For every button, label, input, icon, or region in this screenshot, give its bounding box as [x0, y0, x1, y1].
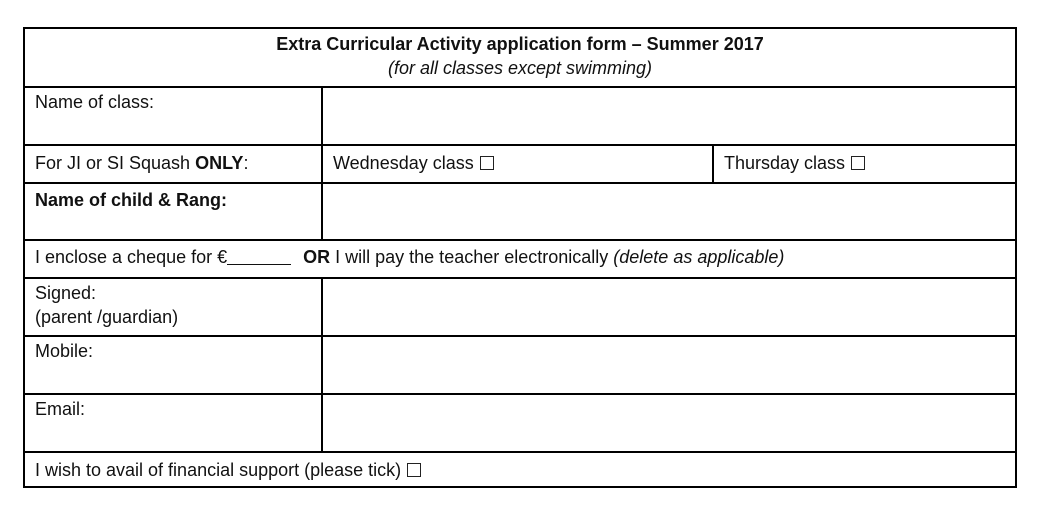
squash-label: For JI or SI Squash ONLY:	[25, 146, 323, 182]
row-squash	[25, 146, 1015, 184]
application-form	[23, 27, 1017, 488]
mobile-label: Mobile:	[25, 337, 323, 393]
row-payment	[25, 241, 1015, 279]
row-email	[25, 395, 1015, 453]
name-of-class-field[interactable]	[323, 88, 1015, 144]
email-field[interactable]	[323, 395, 1015, 451]
form-header	[25, 29, 1015, 88]
financial-support-label: I wish to avail of financial support (please tick)	[35, 460, 402, 480]
row-signed	[25, 279, 1015, 337]
thursday-checkbox[interactable]	[851, 156, 865, 170]
form-subtitle: (for all classes except swimming)	[387, 58, 653, 78]
financial-support-option	[25, 453, 1015, 488]
name-of-class-label: Name of class:	[25, 88, 323, 144]
mobile-field[interactable]	[323, 337, 1015, 393]
wednesday-option	[323, 146, 714, 182]
wednesday-checkbox[interactable]	[480, 156, 494, 170]
child-name-label: Name of child & Rang:	[25, 184, 323, 239]
wednesday-label: Wednesday class	[333, 153, 474, 173]
row-child-name	[25, 184, 1015, 241]
signed-label: Signed: (parent /guardian)	[25, 279, 323, 335]
row-financial-support	[25, 453, 1015, 488]
signature-field[interactable]	[323, 279, 1015, 335]
payment-text: I enclose a cheque for € OR I will pay the teacher electronically (delete as applicable)	[35, 247, 785, 267]
thursday-label: Thursday class	[724, 153, 846, 173]
child-name-field[interactable]	[323, 184, 1015, 239]
row-mobile	[25, 337, 1015, 395]
row-name-of-class	[25, 88, 1015, 146]
financial-support-checkbox[interactable]	[407, 463, 421, 477]
thursday-option	[714, 146, 1015, 182]
email-label: Email:	[25, 395, 323, 451]
form-title: Extra Curricular Activity application form – Summer 2017	[276, 34, 764, 54]
cheque-amount-blank[interactable]	[227, 248, 291, 265]
